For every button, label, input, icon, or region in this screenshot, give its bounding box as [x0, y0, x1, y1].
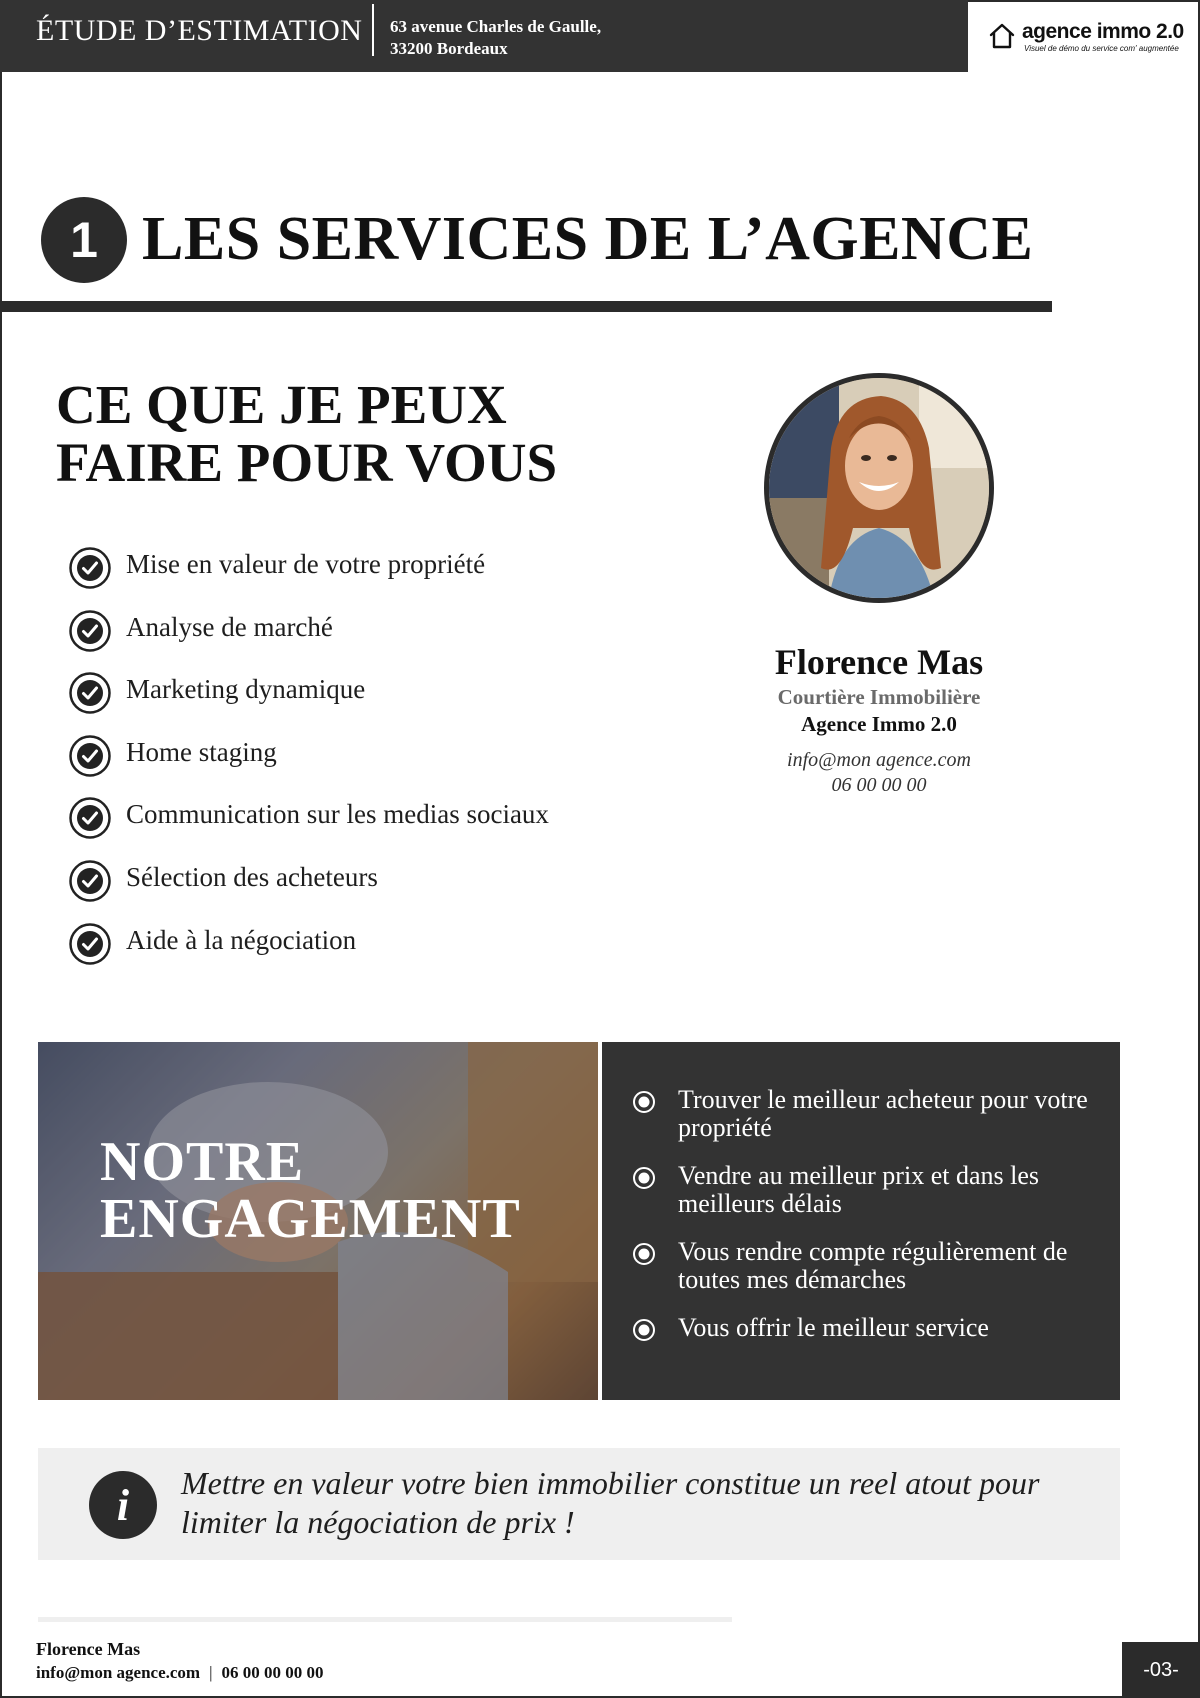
- agent-portrait-image: [769, 378, 989, 598]
- engagement-panel: [602, 1042, 1120, 1400]
- agent-email[interactable]: info@mon agence.com: [787, 749, 971, 771]
- section-title: LES SERVICES DE L’AGENCE: [142, 205, 1034, 273]
- commitment-item: [632, 1238, 1098, 1294]
- footer-phone[interactable]: 06 00 00 00 00: [221, 1663, 324, 1682]
- property-address: [390, 16, 601, 60]
- tip-box: [38, 1448, 1120, 1560]
- house-outline-icon: [988, 22, 1016, 50]
- footer-separator: |: [209, 1663, 213, 1682]
- footer-contact: [36, 1663, 323, 1683]
- document-title: ÉTUDE D’ESTIMATION: [36, 14, 363, 47]
- commitment-label: Trouver le meilleur acheteur pour votre propriété: [678, 1085, 1088, 1142]
- radio-bullet-icon: [632, 1090, 656, 1114]
- commitment-item: [632, 1314, 1098, 1342]
- service-label: Sélection des acheteurs: [126, 861, 378, 892]
- tip-text: Mettre en valeur votre bien immobilier constitue un reel atout pour limiter la négociation de prix !: [181, 1465, 1040, 1540]
- commitment-item: [632, 1162, 1098, 1218]
- services-list: [68, 544, 549, 982]
- header-bar: [0, 0, 968, 72]
- service-label: Communication sur les medias sociaux: [126, 799, 549, 830]
- engagement-photo: [38, 1042, 598, 1400]
- agent-avatar: [764, 373, 994, 603]
- commitment-label: Vous offrir le meilleur service: [678, 1313, 989, 1342]
- section-rule: [0, 301, 1052, 312]
- service-item: [68, 732, 549, 795]
- address-line-2: 33200 Bordeaux: [390, 39, 508, 58]
- agent-role: Courtière Immobilière: [777, 685, 981, 709]
- service-label: Mise en valeur de votre propriété: [126, 549, 486, 579]
- commitment-item: [632, 1086, 1098, 1142]
- services-heading-line-1: CE QUE JE PEUX: [56, 374, 507, 435]
- address-line-1: 63 avenue Charles de Gaulle,: [390, 17, 602, 36]
- section-number-badge: 1: [41, 197, 127, 283]
- radio-bullet-icon: [632, 1242, 656, 1266]
- check-circle-icon: [68, 671, 112, 715]
- radio-bullet-icon: [632, 1318, 656, 1342]
- footer-rule: [38, 1617, 732, 1622]
- logo-tagline: Visuel de démo du service com' augmentée: [1024, 44, 1179, 53]
- agent-phone[interactable]: 06 00 00 00: [831, 774, 927, 796]
- footer-email[interactable]: info@mon agence.com: [36, 1663, 201, 1682]
- check-circle-icon: [68, 734, 112, 778]
- engagement-title: [100, 1131, 521, 1250]
- service-label: Analyse de marché: [126, 611, 333, 642]
- service-item: [68, 607, 549, 670]
- service-label: Home staging: [126, 736, 277, 767]
- service-item: [68, 669, 549, 732]
- commitment-label: Vendre au meilleur prix et dans les meilleurs délais: [678, 1161, 1039, 1218]
- radio-bullet-icon: [632, 1166, 656, 1190]
- check-circle-icon: [68, 609, 112, 653]
- header-divider: [372, 4, 374, 56]
- logo-name: agence immo 2.0: [1022, 20, 1184, 43]
- service-label: Marketing dynamique: [126, 674, 366, 705]
- service-item: [68, 920, 549, 983]
- service-item: [68, 794, 549, 857]
- check-circle-icon: [68, 859, 112, 903]
- agent-name: Florence Mas: [774, 642, 984, 682]
- agent-agency: Agence Immo 2.0: [801, 712, 957, 736]
- check-circle-icon: [68, 922, 112, 966]
- service-label: Aide à la négociation: [126, 924, 357, 955]
- agency-logo: [988, 20, 1188, 56]
- engagement-title-line-1: NOTRE: [100, 1131, 305, 1193]
- commitment-list: [632, 1086, 1098, 1362]
- page-number: -03-: [1122, 1642, 1200, 1698]
- check-circle-icon: [68, 796, 112, 840]
- commitment-label: Vous rendre compte régulièrement de toutes mes démarches: [678, 1237, 1068, 1294]
- engagement-title-line-2: ENGAGEMENT: [100, 1188, 521, 1250]
- footer-name: Florence Mas: [36, 1639, 141, 1659]
- check-circle-icon: [68, 546, 112, 590]
- services-heading-line-2: FAIRE POUR VOUS: [56, 432, 558, 493]
- info-icon: i: [89, 1471, 157, 1539]
- services-heading: [56, 376, 696, 492]
- service-item: [68, 544, 549, 607]
- service-item: [68, 857, 549, 920]
